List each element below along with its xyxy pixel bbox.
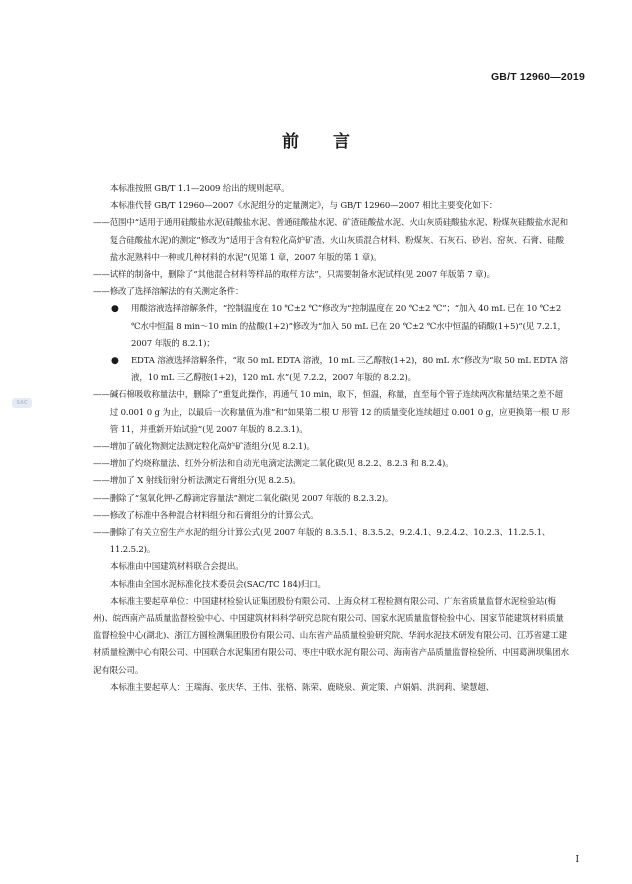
change-item-text: 删除了有关立窑生产水泥的组分计算公式(见 2007 年版的 8.3.5.1、8.3.5.2、9.2.4.1、9.2.4.2、10.2.3、11.2.5.1、11.2.5.2)。 <box>109 528 551 556</box>
dash-marker: —— <box>93 390 110 401</box>
change-item-text: 增加了灼烧称量法、红外分析法和自动光电滴定法测定二氧化碳(见 8.2.2、8.2.3 和 8.2.4)。 <box>109 459 454 470</box>
dash-marker: —— <box>93 528 110 539</box>
dash-marker: —— <box>93 493 110 504</box>
change-item <box>93 267 571 284</box>
bullet-icon: ● <box>111 356 119 367</box>
change-item <box>93 387 571 439</box>
paragraph-drafters: 本标准主要起草人：王瑞海、张庆华、王伟、张格、陈荣、鹿晓泉、黄定策、卢娟娟、洪润莉、梁慧超、 <box>110 682 495 693</box>
change-item <box>93 456 571 473</box>
dash-marker: —— <box>93 287 110 298</box>
bullet-icon: ● <box>111 304 119 315</box>
bullet-item-text: 用酸溶液选择溶解条件，“控制温度在 10 ℃±2 ℃”修改为“控制温度在 20 ℃±2 ℃”；“加入 40 mL 已在 10 ℃±2 ℃水中恒温 8 min～10 min 的盐酸(1+2)”修改为“加入 50 mL 已在 20 ℃±2 ℃水中恒温的硝酸(1+5)”(见 7.2.1，2007 年版的 8.2.1)； <box>131 304 566 349</box>
change-item <box>93 439 571 456</box>
change-item <box>93 525 571 559</box>
dash-marker: —— <box>93 510 110 521</box>
change-item-text: 范围中“适用于通用硅酸盐水泥(硅酸盐水泥、普通硅酸盐水泥、矿渣硅酸盐水泥、火山灰质硅酸盐水泥、粉煤灰硅酸盐水泥和复合硅酸盐水泥)的测定”修改为“适用于含有粒化高炉矿渣、火山灰质混合材料、粉煤灰、石灰石、砂岩、窑灰、石膏、硅酸盐水泥熟料中一种或几种材料的水泥”(见第 1 章，2007 年版的第 1 章)。 <box>109 218 568 263</box>
change-item-text: 试样的制备中，删除了“其他混合材料等样品的取样方法”，只需要制备水泥试样(见 2007 年版第 7 章)。 <box>109 270 495 281</box>
change-item-text: 修改了选择溶解法的有关测定条件： <box>109 287 244 298</box>
dash-marker: —— <box>93 442 110 453</box>
bullet-item <box>93 301 571 353</box>
change-item <box>93 473 571 490</box>
paragraph-drafting-units: 本标准主要起草单位：中国建材检验认证集团股份有限公司、上海众材工程检测有限公司、广东省质量监督水泥检验站(梅州)、皖西南产品质量监督检验中心、中国建筑材料科学研究总院有限公司、国家水泥质量监督检验中心、国家节能建筑材料质量监督检验中心(湖北)、浙江方圆检测集团股份有限公司、山东省产品质量检验研究院、华润水泥技术研发有限公司、江苏省建工建材质量检测中心有限公司、中国联合水泥集团有限公司、枣庄中联水泥有限公司、海南省产品质量监督检验所、中国葛洲坝集团水泥有限公司。 <box>93 596 569 676</box>
change-item-text: 碱石棉吸收称量法中，删除了“重复此操作，再通气 10 min，取下，恒温，称量，直至每个管子连续两次称量结果之差不超过 0.001 0 g 为止，以最后一次称量值为准”和“如果第二根 U 形管 12 的质量变化连续超过 0.001 0 g，应更换第一根 U 形管 11，并重新开始试验”(见 2007 年版的 8.2.3.1)。 <box>109 390 570 435</box>
change-item-text: 增加了硫化物测定法测定粒化高炉矿渣组分(见 8.2.1)。 <box>109 442 315 453</box>
paragraph-committee: 本标准由全国水泥标准化技术委员会(SAC/TC 184)归口。 <box>110 579 326 590</box>
paragraph-proposer: 本标准由中国建筑材料联合会提出。 <box>110 562 244 573</box>
change-item <box>93 284 571 301</box>
paragraph-replacement-note: 本标准代替 GB/T 12960—2007《水泥组分的定量测定》，与 GB/T 12960—2007 相比主要变化如下： <box>110 201 498 212</box>
change-item-text: 增加了 X 射线衍射分析法测定石膏组分(见 8.2.5)。 <box>109 476 301 487</box>
dash-marker: —— <box>93 270 110 281</box>
page-title: 前 言 <box>282 132 364 152</box>
bullet-item <box>93 353 571 387</box>
dash-marker: —— <box>93 476 110 487</box>
page-number: I <box>575 855 579 865</box>
bullet-item-text: EDTA 溶液选择溶解条件，“取 50 mL EDTA 溶液，10 mL 三乙醇胺(1+2)，80 mL 水”修改为“取 50 mL EDTA 溶液，10 mL 三乙醇胺(1+2)，120 mL 水”(见 7.2.2，2007 年版的 8.2.2)。 <box>131 356 568 384</box>
change-item <box>93 508 571 525</box>
dash-marker: —— <box>93 459 110 470</box>
sac-watermark-logo: SAC <box>12 398 32 408</box>
change-item <box>93 215 571 267</box>
preface-body <box>93 181 571 697</box>
standard-code: GB/T 12960—2019 <box>490 71 585 83</box>
change-item <box>93 491 571 508</box>
change-item-text: 修改了标准中各种混合材料组分和石膏组分的计算公式。 <box>109 510 319 521</box>
dash-marker: —— <box>93 218 110 229</box>
change-item-text: 删除了“氢氧化钾-乙醇滴定容量法”测定二氧化碳(见 2007 年版的 8.2.3.2)。 <box>109 493 394 504</box>
paragraph-drafting-rules: 本标准按照 GB/T 1.1—2009 给出的规则起草。 <box>110 184 290 194</box>
